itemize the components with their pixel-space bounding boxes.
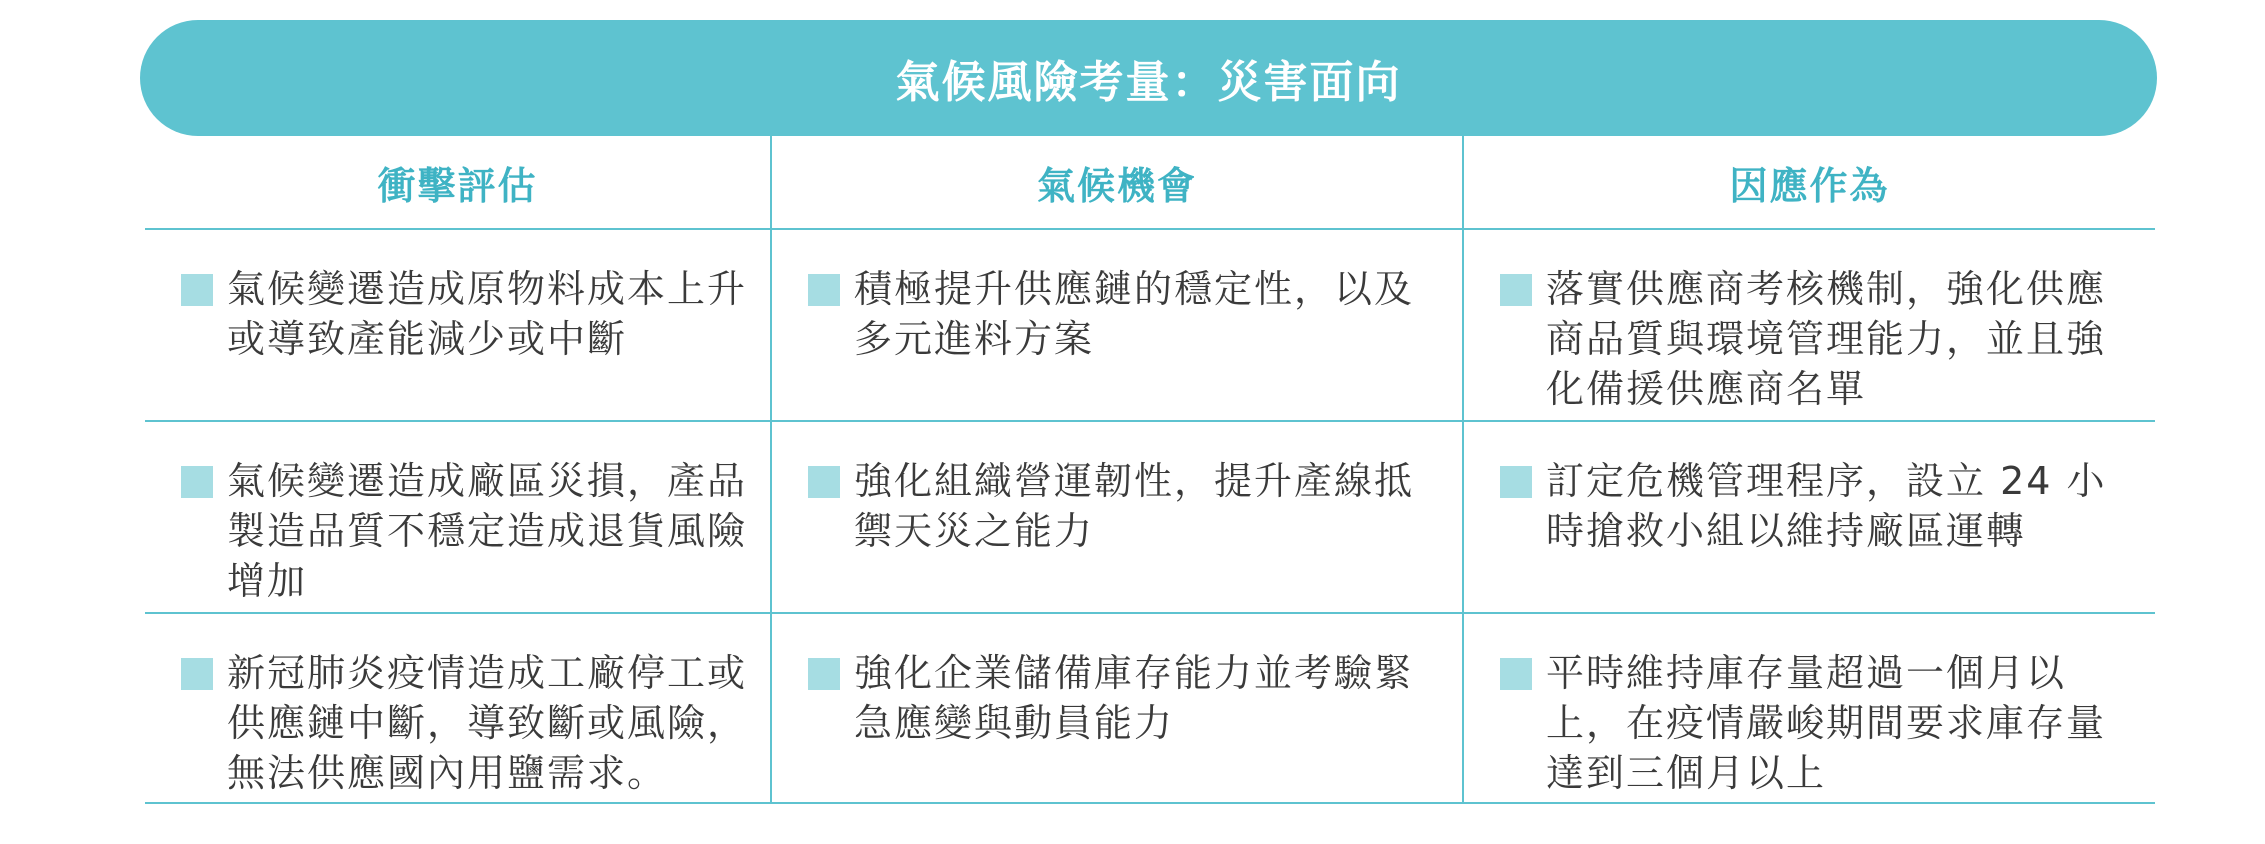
square-bullet-icon [1500, 274, 1532, 306]
square-bullet-icon [181, 274, 213, 306]
cell-text: 訂定危機管理程序，設立 24 小時搶救小組以維持廠區運轉 [1546, 459, 2107, 553]
list-item [808, 264, 1442, 364]
list-item [1500, 264, 2135, 414]
cell-text: 氣候變遷造成原物料成本上升或導致產能減少或中斷 [227, 267, 748, 361]
square-bullet-icon [181, 658, 213, 690]
table-row [145, 614, 2155, 804]
table-row [145, 422, 2155, 614]
table-cell [1464, 230, 2155, 420]
cell-text: 氣候變遷造成廠區災損，產品製造品質不穩定造成退貨風險增加 [227, 459, 748, 603]
cell-text: 積極提升供應鏈的穩定性，以及多元進料方案 [854, 267, 1415, 361]
table-cell [1464, 422, 2155, 612]
list-item [181, 456, 750, 606]
square-bullet-icon [181, 466, 213, 498]
column-header-impact: 衝擊評估 [145, 136, 772, 228]
cell-text: 強化企業儲備庫存能力並考驗緊急應變與動員能力 [854, 651, 1415, 745]
table-header-row [145, 136, 2155, 230]
risk-table [145, 136, 2155, 804]
table-row [145, 230, 2155, 422]
table-cell [772, 422, 1464, 612]
list-item [1500, 648, 2135, 798]
table-cell [145, 422, 772, 612]
table-cell [145, 614, 772, 802]
table-cell [772, 230, 1464, 420]
list-item [181, 264, 750, 364]
cell-text: 落實供應商考核機制，強化供應商品質與環境管理能力，並且強化備援供應商名單 [1546, 267, 2107, 411]
table-cell [1464, 614, 2155, 802]
column-header-opportunity: 氣候機會 [772, 136, 1464, 228]
square-bullet-icon [808, 466, 840, 498]
list-item [181, 648, 750, 798]
square-bullet-icon [808, 274, 840, 306]
table-cell [772, 614, 1464, 802]
cell-text: 強化組織營運韌性，提升產線抵禦天災之能力 [854, 459, 1415, 553]
list-item [1500, 456, 2135, 556]
table-cell [145, 230, 772, 420]
column-header-response: 因應作為 [1729, 163, 1890, 208]
list-item [808, 456, 1442, 556]
cell-text: 新冠肺炎疫情造成工廠停工或供應鏈中斷，導致斷或風險，無法供應國內用鹽需求。 [227, 651, 748, 795]
title-banner [140, 20, 2157, 136]
list-item [808, 648, 1442, 748]
cell-text: 平時維持庫存量超過一個月以上，在疫情嚴峻期間要求庫存量達到三個月以上 [1546, 651, 2107, 795]
page-title: 氣候風險考量：災害面向 [895, 57, 1402, 108]
square-bullet-icon [1500, 466, 1532, 498]
square-bullet-icon [1500, 658, 1532, 690]
square-bullet-icon [808, 658, 840, 690]
